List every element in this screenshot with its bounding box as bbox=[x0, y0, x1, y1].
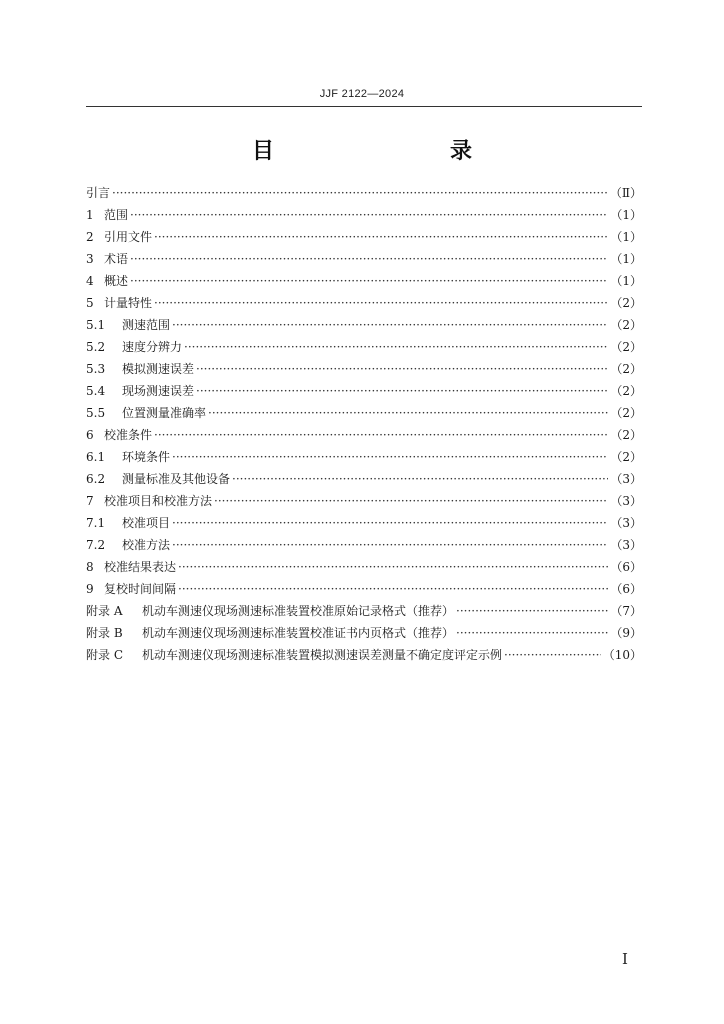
toc-entry-number: 附录 C bbox=[86, 648, 123, 662]
toc-entry-title: 术语 bbox=[104, 252, 129, 266]
toc-entry-title: 现场测速误差 bbox=[122, 384, 195, 398]
toc-dot-leader bbox=[130, 204, 608, 226]
toc-dot-leader bbox=[196, 380, 608, 402]
toc-dot-leader bbox=[130, 270, 608, 292]
toc-page-ref: （6） bbox=[610, 560, 642, 574]
toc-entry-title: 模拟测速误差 bbox=[122, 362, 195, 376]
toc-entry-number: 5 bbox=[86, 296, 94, 310]
toc-entry[interactable] bbox=[86, 578, 642, 600]
toc-page-ref: （1） bbox=[610, 230, 642, 244]
toc-entry-appendix-b[interactable] bbox=[86, 622, 642, 644]
toc-entry-number: 7.2 bbox=[86, 538, 106, 552]
toc-page-ref: （10） bbox=[602, 648, 642, 662]
toc-entry-number: 附录 A bbox=[86, 604, 123, 618]
toc-entry-title: 测量标准及其他设备 bbox=[122, 472, 231, 486]
toc-dot-leader bbox=[456, 622, 608, 644]
toc-entry-title: 速度分辨力 bbox=[122, 340, 183, 354]
toc-page-ref: （3） bbox=[610, 472, 642, 486]
toc-entry-foreword[interactable] bbox=[86, 182, 642, 204]
toc-entry-title: 机动车测速仪现场测速标准装置校准证书内页格式（推荐） bbox=[142, 626, 455, 640]
toc-dot-leader bbox=[172, 446, 608, 468]
toc-entry[interactable] bbox=[86, 468, 642, 490]
toc-entry-title: 校准项目和校准方法 bbox=[104, 494, 213, 508]
toc-entry-number: 5.4 bbox=[86, 384, 106, 398]
toc-entry-number: 9 bbox=[86, 582, 94, 596]
toc-page-ref: （1） bbox=[610, 274, 642, 288]
toc-entry-number: 5.5 bbox=[86, 406, 106, 420]
toc-dot-leader bbox=[178, 578, 608, 600]
toc-dot-leader bbox=[232, 468, 608, 490]
toc-entry-number: 6.2 bbox=[86, 472, 106, 486]
toc-entry-title: 测速范围 bbox=[122, 318, 171, 332]
toc-entry-number: 7 bbox=[86, 494, 94, 508]
toc-dot-leader bbox=[208, 402, 608, 424]
toc-entry-title: 环境条件 bbox=[122, 450, 171, 464]
toc-dot-leader bbox=[504, 644, 601, 666]
toc-entry-title: 位置测量准确率 bbox=[122, 406, 207, 420]
toc-entry[interactable] bbox=[86, 446, 642, 468]
toc-entry-number: 6 bbox=[86, 428, 94, 442]
toc-entry[interactable] bbox=[86, 292, 642, 314]
toc-entry[interactable] bbox=[86, 336, 642, 358]
toc-dot-leader bbox=[154, 292, 608, 314]
toc-entry-number: 5.1 bbox=[86, 318, 106, 332]
toc-entry[interactable] bbox=[86, 490, 642, 512]
toc-dot-leader bbox=[214, 490, 608, 512]
page-number: I bbox=[622, 950, 628, 968]
toc-entry[interactable] bbox=[86, 248, 642, 270]
toc-entry-number: 附录 B bbox=[86, 626, 123, 640]
toc-entry-title: 范围 bbox=[104, 208, 129, 222]
toc-entry-number: 7.1 bbox=[86, 516, 106, 530]
toc-entry[interactable] bbox=[86, 226, 642, 248]
toc-entry[interactable] bbox=[86, 314, 642, 336]
toc-entry[interactable] bbox=[86, 424, 642, 446]
toc-entry-number: 1 bbox=[86, 208, 94, 222]
toc-entry-title: 计量特性 bbox=[104, 296, 153, 310]
toc-page-ref: （2） bbox=[610, 384, 642, 398]
toc-entry-number: 5.3 bbox=[86, 362, 106, 376]
toc-entry-title: 机动车测速仪现场测速标准装置校准原始记录格式（推荐） bbox=[142, 604, 455, 618]
toc-dot-leader bbox=[154, 424, 608, 446]
toc-page-ref: （1） bbox=[610, 252, 642, 266]
toc-entry-number: 5.2 bbox=[86, 340, 106, 354]
toc-page-ref: （2） bbox=[610, 318, 642, 332]
toc-entry[interactable] bbox=[86, 358, 642, 380]
toc-dot-leader bbox=[184, 336, 608, 358]
toc-dot-leader bbox=[178, 556, 608, 578]
toc-page-ref: （2） bbox=[610, 296, 642, 310]
toc-dot-leader bbox=[154, 226, 608, 248]
toc-dot-leader bbox=[456, 600, 608, 622]
toc-entry-title: 引言 bbox=[86, 186, 111, 200]
page-title: 目 录 bbox=[251, 138, 516, 164]
toc-page-ref: （3） bbox=[610, 494, 642, 508]
toc-entry-number: 8 bbox=[86, 560, 94, 574]
toc-entry-title: 机动车测速仪现场测速标准装置模拟测速误差测量不确定度评定示例 bbox=[142, 648, 503, 662]
toc-dot-leader bbox=[172, 534, 608, 556]
table-of-contents bbox=[86, 182, 642, 666]
toc-page-ref: （6） bbox=[610, 582, 642, 596]
toc-page-ref: （2） bbox=[610, 362, 642, 376]
toc-dot-leader bbox=[112, 182, 608, 204]
toc-entry-number: 3 bbox=[86, 252, 94, 266]
toc-entry[interactable] bbox=[86, 512, 642, 534]
toc-entry-title: 概述 bbox=[104, 274, 129, 288]
toc-page-ref: （2） bbox=[610, 428, 642, 442]
header-divider bbox=[86, 106, 642, 107]
toc-page-ref: （3） bbox=[610, 516, 642, 530]
toc-dot-leader bbox=[172, 314, 608, 336]
toc-page-ref: （2） bbox=[610, 450, 642, 464]
toc-entry-appendix-a[interactable] bbox=[86, 600, 642, 622]
toc-entry[interactable] bbox=[86, 534, 642, 556]
document-code-header: JJF 2122—2024 bbox=[319, 88, 405, 100]
toc-entry[interactable] bbox=[86, 380, 642, 402]
toc-entry[interactable] bbox=[86, 402, 642, 424]
toc-entry-title: 引用文件 bbox=[104, 230, 153, 244]
toc-page-ref: （3） bbox=[610, 538, 642, 552]
toc-entry-title: 校准项目 bbox=[122, 516, 171, 530]
toc-entry-appendix-c[interactable] bbox=[86, 644, 642, 666]
toc-entry-title: 校准方法 bbox=[122, 538, 171, 552]
toc-entry[interactable] bbox=[86, 204, 642, 226]
toc-entry-number: 4 bbox=[86, 274, 94, 288]
toc-entry-title: 复校时间间隔 bbox=[104, 582, 177, 596]
toc-entry[interactable] bbox=[86, 556, 642, 578]
toc-page-ref: （9） bbox=[610, 626, 642, 640]
toc-page-ref: （1） bbox=[610, 208, 642, 222]
toc-entry-title: 校准条件 bbox=[104, 428, 153, 442]
toc-page-ref: （2） bbox=[610, 406, 642, 420]
toc-page-ref: （2） bbox=[610, 340, 642, 354]
toc-dot-leader bbox=[130, 248, 608, 270]
toc-dot-leader bbox=[196, 358, 608, 380]
toc-entry-number: 6.1 bbox=[86, 450, 106, 464]
toc-page-ref: （7） bbox=[610, 604, 642, 618]
toc-entry-title: 校准结果表达 bbox=[104, 560, 177, 574]
toc-page-ref: （Ⅱ） bbox=[609, 186, 642, 200]
toc-entry[interactable] bbox=[86, 270, 642, 292]
toc-dot-leader bbox=[172, 512, 608, 534]
toc-entry-number: 2 bbox=[86, 230, 94, 244]
